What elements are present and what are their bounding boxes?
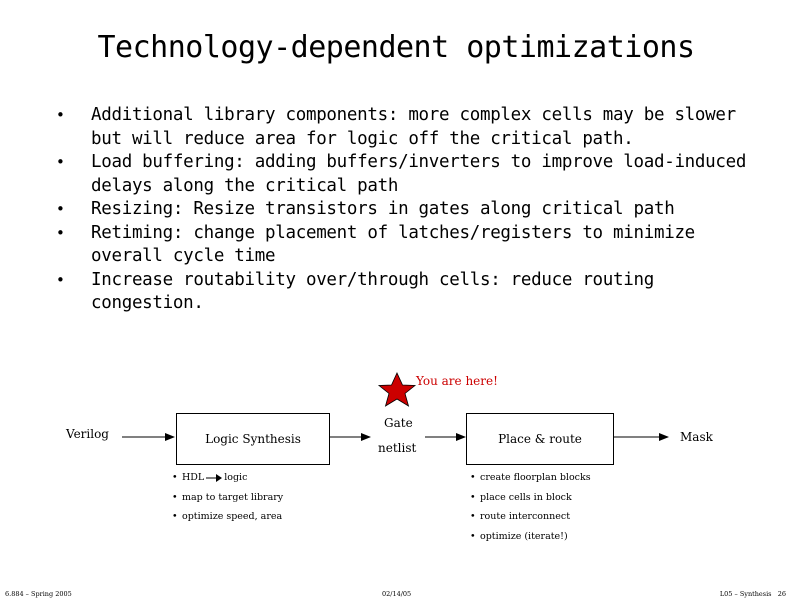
mask-label: Mask	[680, 430, 713, 444]
logic-synthesis-box	[176, 413, 330, 465]
list-item: • optimize (iterate!)	[470, 527, 591, 547]
arrow-right-icon	[206, 474, 222, 482]
list-item: • map to target library	[172, 488, 283, 508]
verilog-label: Verilog	[66, 427, 109, 441]
bullet-glyph: •	[56, 153, 65, 171]
list-item: • HDL logic	[172, 468, 283, 488]
bullet-item: • Additional library components: more complex cells may be slower but will reduce area for logic off the critical path.	[56, 105, 736, 149]
logic-synthesis-label: Logic Synthesis	[205, 432, 301, 446]
place-route-box	[466, 413, 614, 465]
footer-page: L05 – Synthesis 26	[719, 590, 786, 598]
you-are-here-label: You are here!	[416, 374, 498, 388]
netlist-label: netlist	[378, 441, 417, 455]
bullet-item: • Increase routability over/through cells: reduce routing congestion.	[56, 269, 654, 313]
place-route-label: Place & route	[498, 432, 582, 446]
bullet-glyph: •	[56, 270, 65, 289]
bullet-glyph: •	[56, 106, 65, 124]
slide-title: Technology-dependent optimizations	[97, 30, 695, 65]
footer-date: 02/14/05	[382, 590, 412, 598]
list-item: • place cells in block	[470, 488, 591, 508]
list-item: • optimize speed, area	[172, 507, 283, 527]
place-route-notes	[470, 468, 591, 546]
bullet-item: • Retiming: change placement of latches/registers to minimize overall cycle time	[56, 222, 695, 266]
bullet-item: • Load buffering: adding buffers/inverters to improve load-induced delays along the critical path	[56, 152, 747, 196]
bullet-item: • Resizing: Resize transistors in gates along critical path	[56, 198, 756, 222]
list-item: • route interconnect	[470, 507, 591, 527]
footer-course: 6.884 – Spring 2005	[5, 590, 72, 598]
gate-label: Gate	[384, 416, 413, 430]
bullet-glyph: •	[56, 200, 65, 218]
list-item: • create floorplan blocks	[470, 468, 591, 488]
bullet-glyph: •	[56, 223, 65, 242]
synthesis-notes	[172, 468, 283, 527]
star-icon	[379, 373, 415, 406]
